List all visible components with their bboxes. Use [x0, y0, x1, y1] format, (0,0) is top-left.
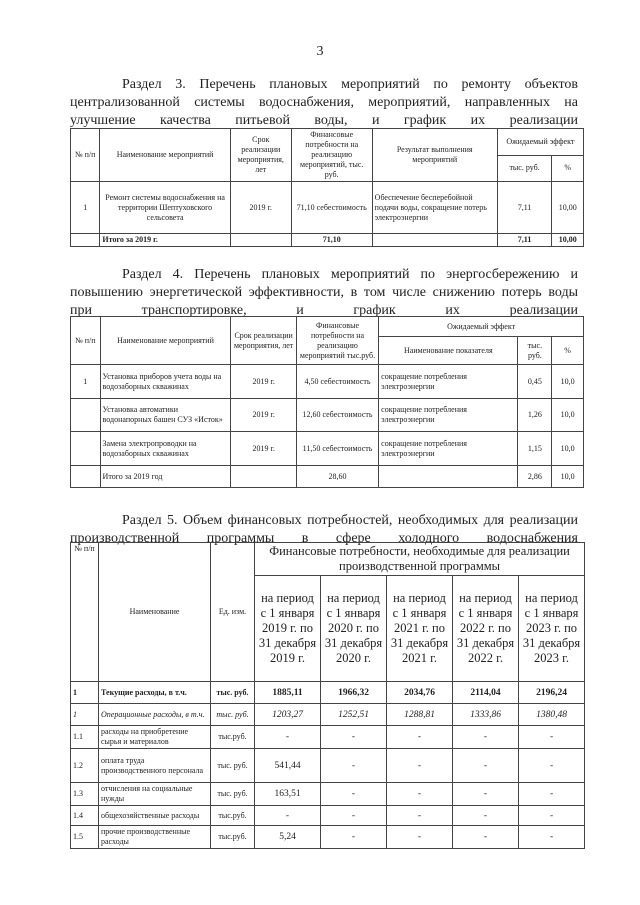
cell-num: 1.1: [71, 726, 99, 749]
cell-name: общехозяйственные расходы: [99, 806, 211, 826]
col-num: № п/п: [71, 317, 101, 365]
col-period-2019: на период с 1 января 2019 г. по 31 декабря 2019 г.: [255, 576, 321, 682]
table-row: [71, 783, 585, 806]
cell-num: 1.2: [71, 749, 99, 783]
cell-value: -: [255, 726, 321, 749]
table-row: [71, 682, 585, 704]
total-label: Итого за 2019 г.: [100, 234, 230, 247]
total-finance: 28,60: [296, 466, 378, 488]
col-term: Срок реализации мероприятия, лет: [231, 317, 296, 365]
cell-value: -: [321, 749, 387, 783]
cell-term: 2019 г.: [231, 399, 296, 432]
section5-heading: Раздел 5. Объем финансовых потребностей, необходимых для реализации производственной программы в сфере холодного водоснабжения: [70, 513, 578, 546]
section5-table: [70, 542, 585, 849]
cell-value: 1288,81: [387, 704, 453, 726]
col-finance: Финансовые потребности на реализацию мероприятий тыс.руб.: [296, 317, 378, 365]
cell-num: 1.3: [71, 783, 99, 806]
cell-value: -: [519, 726, 585, 749]
cell-effect-pct: 10,0: [552, 399, 584, 432]
total-row: [71, 466, 584, 488]
cell-value: -: [387, 749, 453, 783]
total-finance: 71,10: [291, 234, 372, 247]
cell-indicator: сокращение потребления электроэнергии: [379, 365, 518, 399]
col-effect: Ожидаемый эффект: [379, 317, 584, 337]
cell-term: 2019 г.: [231, 432, 296, 466]
cell-finance: 11,50 себестоимость: [296, 432, 378, 466]
cell-effect-pct: 10,00: [552, 182, 584, 234]
cell-name: отчисления на социальные нужды: [99, 783, 211, 806]
col-result: Результат выполнения мероприятий: [372, 129, 497, 182]
total-row: [71, 234, 584, 247]
total-effect-pct: 10,00: [552, 234, 584, 247]
cell-effect-rub: 7,11: [497, 182, 552, 234]
col-term: Срок реализации мероприятия, лет: [230, 129, 291, 182]
table-row: [71, 399, 584, 432]
cell-value: -: [453, 783, 519, 806]
total-effect-rub: 7,11: [497, 234, 552, 247]
section4-heading: Раздел 4. Перечень плановых мероприятий по энергосбережению и повышению энергетической эффективности, в том числе снижению потерь воды при транспортировке, и график их реализации: [70, 267, 578, 318]
cell-value: 1333,86: [453, 704, 519, 726]
total-label: Итого за 2019 год: [100, 466, 231, 488]
cell-value: -: [321, 783, 387, 806]
col-name: Наименование мероприятий: [100, 317, 231, 365]
cell-name: Ремонт системы водоснабжения на территории Шептуховского сельсовета: [100, 182, 230, 234]
cell-name: Текущие расходы, в т.ч.: [99, 682, 211, 704]
col-period-2023: на период с 1 января 2023 г. по 31 декабря 2023 г.: [519, 576, 585, 682]
cell-num: 1.4: [71, 806, 99, 826]
cell-term: 2019 г.: [230, 182, 291, 234]
cell-value: -: [519, 749, 585, 783]
cell-num: 1: [71, 682, 99, 704]
col-period-2021: на период с 1 января 2021 г. по 31 декабря 2021 г.: [387, 576, 453, 682]
total-effect-pct: 10,0: [552, 466, 584, 488]
cell-value: -: [453, 826, 519, 849]
cell-unit: тыс. руб.: [211, 682, 255, 704]
cell-term: 2019 г.: [231, 365, 296, 399]
cell-name: Установка автоматики водонапорных башен СУЗ «Исток»: [100, 399, 231, 432]
cell-value: 2114,04: [453, 682, 519, 704]
cell-effect-rub: 0,45: [518, 365, 552, 399]
col-percent: %: [552, 155, 584, 182]
cell-name: оплата труда производственного персонала: [99, 749, 211, 783]
cell-effect-pct: 10,0: [552, 432, 584, 466]
section3-heading: Раздел 3. Перечень плановых мероприятий по ремонту объектов централизованной системы водоснабжения, мероприятий, направленных на улучшение качества питьевой воды, и график их реализации: [70, 77, 578, 128]
cell-value: -: [387, 806, 453, 826]
table-row: [71, 182, 584, 234]
table-row: [71, 432, 584, 466]
col-name: Наименование: [99, 543, 211, 682]
col-indicator: Наименование показателя: [379, 337, 518, 365]
cell-value: 1252,51: [321, 704, 387, 726]
cell-value: 1885,11: [255, 682, 321, 704]
cell-value: -: [519, 783, 585, 806]
cell-unit: тыс.руб.: [211, 726, 255, 749]
cell-value: 2034,76: [387, 682, 453, 704]
cell-num: 1: [71, 704, 99, 726]
cell-effect-pct: 10,0: [552, 365, 584, 399]
cell-value: 1966,32: [321, 682, 387, 704]
col-unit: тыс. руб.: [518, 337, 552, 365]
cell-value: -: [321, 826, 387, 849]
cell-unit: тыс. руб.: [211, 783, 255, 806]
cell-unit: тыс.руб.: [211, 826, 255, 849]
cell-value: -: [519, 806, 585, 826]
cell-unit: тыс.руб.: [211, 806, 255, 826]
cell-finance: 4,50 себестоимость: [296, 365, 378, 399]
cell-value: -: [519, 826, 585, 849]
cell-value: -: [453, 806, 519, 826]
table-row: [71, 749, 585, 783]
cell-value: 163,51: [255, 783, 321, 806]
cell-name: Установка приборов учета воды на водозаборных скважинах: [100, 365, 231, 399]
section4-table: [70, 316, 584, 488]
cell-effect-rub: 1,26: [518, 399, 552, 432]
cell-unit: тыс. руб.: [211, 704, 255, 726]
cell-name: расходы на приобретение сырья и материалов: [99, 726, 211, 749]
cell-name: Замена электропроводки на водозаборных скважинах: [100, 432, 231, 466]
cell-num: 1: [71, 182, 100, 234]
cell-effect-rub: 1,15: [518, 432, 552, 466]
table-row: [71, 365, 584, 399]
cell-value: 2196,24: [519, 682, 585, 704]
col-percent: %: [552, 337, 584, 365]
cell-value: -: [387, 826, 453, 849]
cell-value: 541,44: [255, 749, 321, 783]
cell-value: -: [255, 806, 321, 826]
cell-value: 1203,27: [255, 704, 321, 726]
col-unit: тыс. руб.: [497, 155, 552, 182]
col-period-2022: на период с 1 января 2022 г. по 31 декабря 2022 г.: [453, 576, 519, 682]
table-row: [71, 806, 585, 826]
cell-num: 1.5: [71, 826, 99, 849]
col-effect: Ожидаемый эффект: [497, 129, 583, 156]
cell-name: прочие производственные расходы: [99, 826, 211, 849]
cell-unit: тыс. руб.: [211, 749, 255, 783]
cell-finance: 71,10 себестоимость: [291, 182, 372, 234]
section5-body: [71, 682, 585, 849]
cell-result: Обеспечение бесперебойной подачи воды, сокращение потерь электроэнергии: [372, 182, 497, 234]
total-effect-rub: 2,86: [518, 466, 552, 488]
cell-value: -: [387, 726, 453, 749]
cell-value: -: [453, 749, 519, 783]
col-num: № п/п: [71, 543, 99, 682]
cell-name: Операционные расходы, в т.ч.: [99, 704, 211, 726]
cell-indicator: сокращение потребления электроэнергии: [379, 432, 518, 466]
cell-value: -: [321, 806, 387, 826]
col-num: № п/п: [71, 129, 100, 182]
cell-num: [71, 399, 101, 432]
cell-finance: 12,60 себестоимость: [296, 399, 378, 432]
col-finance: Финансовые потребности, необходимые для реализации производственной программы: [255, 543, 585, 576]
cell-value: 5,24: [255, 826, 321, 849]
section3-table: [70, 128, 584, 247]
page-number: 3: [316, 44, 324, 59]
cell-num: 1: [71, 365, 101, 399]
table-row: [71, 726, 585, 749]
table-row: [71, 826, 585, 849]
cell-indicator: сокращение потребления электроэнергии: [379, 399, 518, 432]
col-unit: Ед. изм.: [211, 543, 255, 682]
cell-num: [71, 432, 101, 466]
cell-value: -: [387, 783, 453, 806]
table-row: [71, 704, 585, 726]
cell-value: 1380,48: [519, 704, 585, 726]
cell-value: -: [453, 726, 519, 749]
cell-value: -: [321, 726, 387, 749]
col-finance: Финансовые потребности на реализацию мероприятий, тыс. руб.: [291, 129, 372, 182]
col-name: Наименование мероприятий: [100, 129, 230, 182]
col-period-2020: на период с 1 января 2020 г. по 31 декабря 2020 г.: [321, 576, 387, 682]
